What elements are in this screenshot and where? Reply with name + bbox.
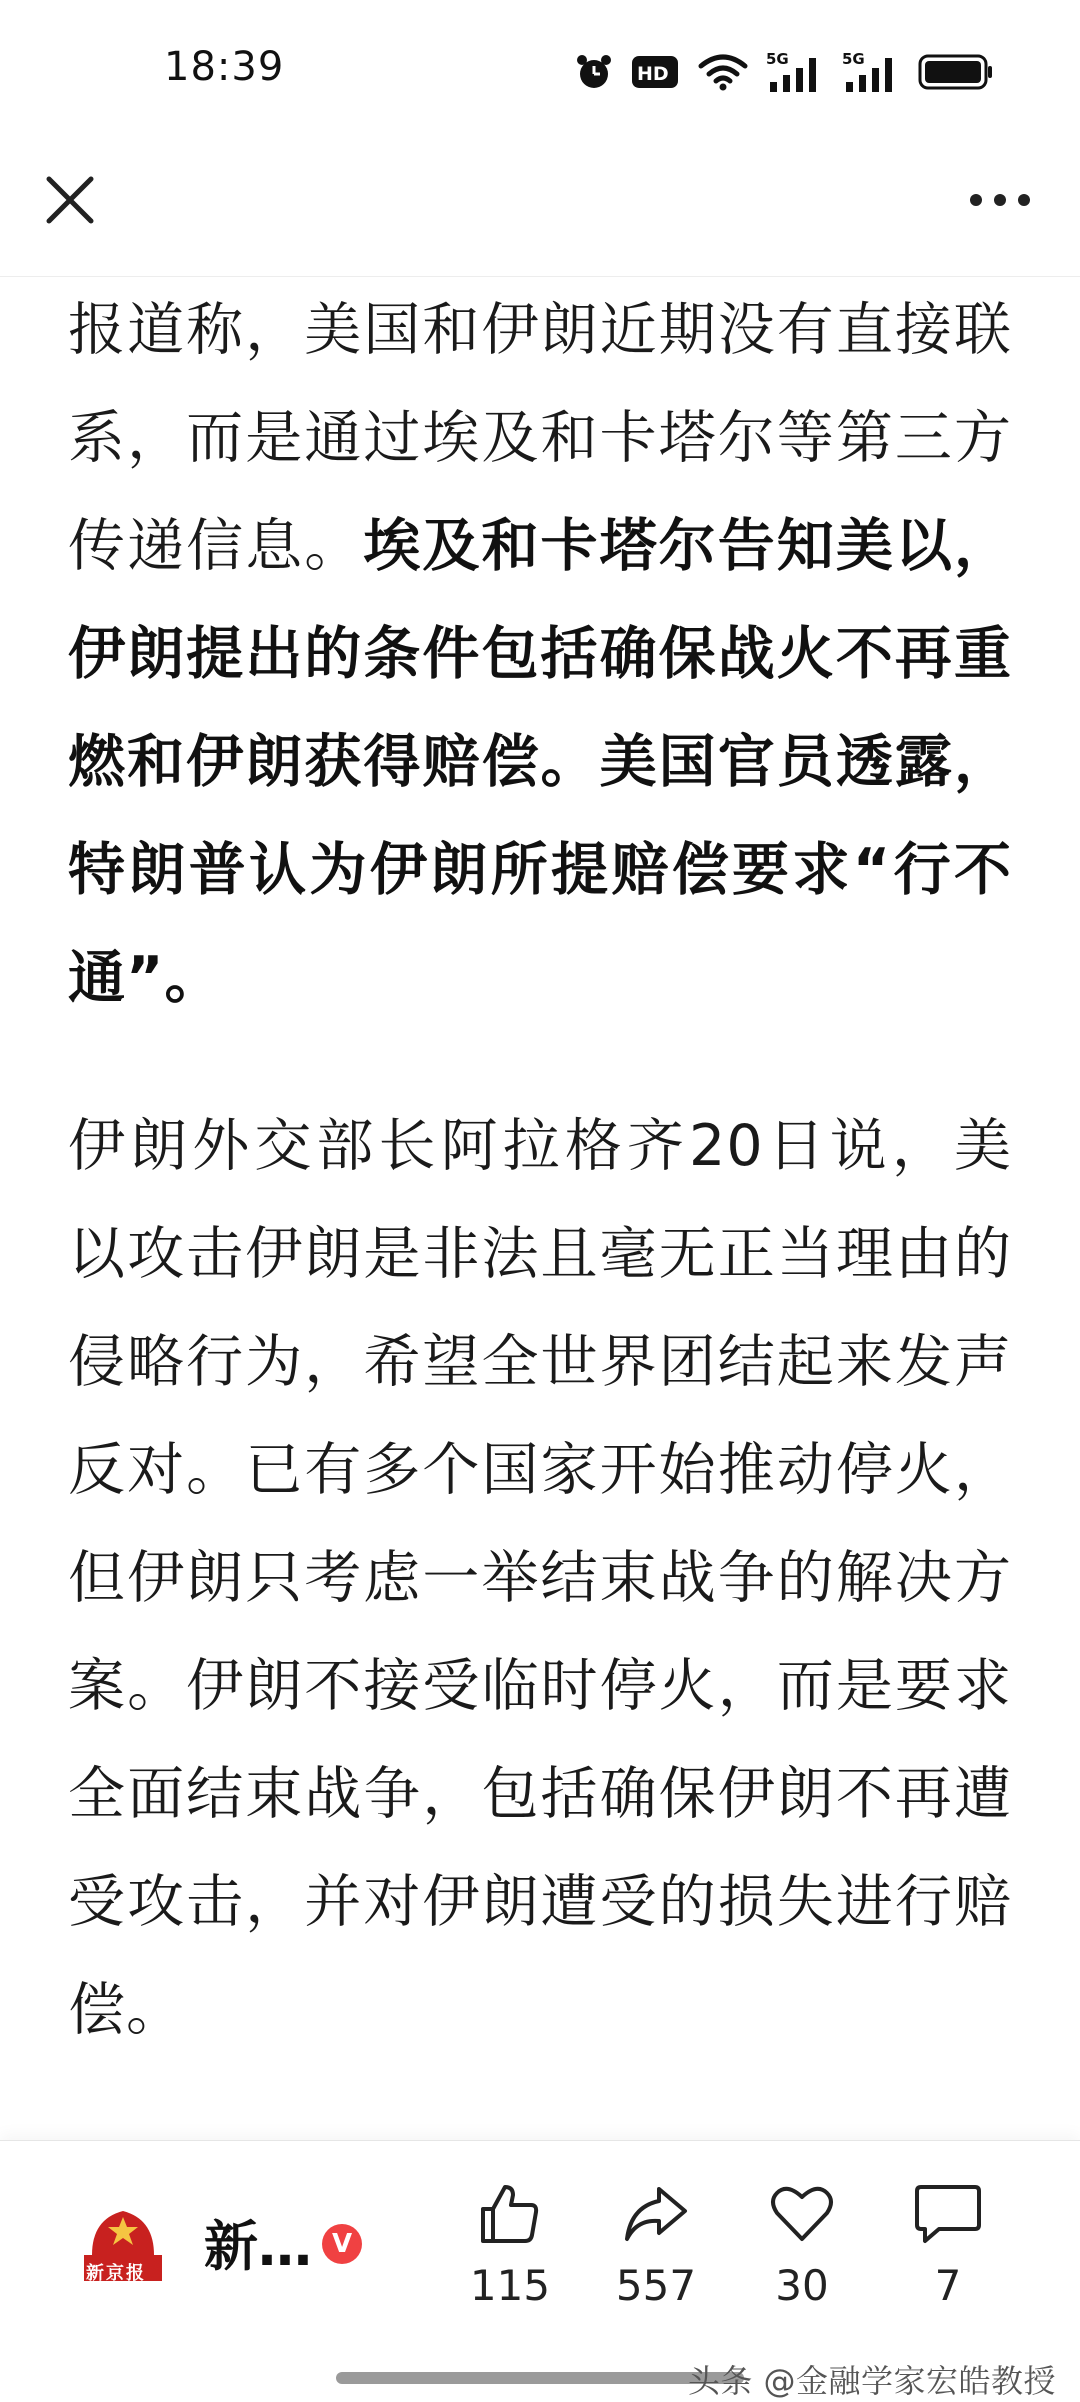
share-count: 557 — [615, 2261, 697, 2310]
logo-text: 新京报 — [86, 2263, 146, 2284]
share-icon — [623, 2181, 689, 2247]
watermark: 头条 @金融学家宏皓教授 — [687, 2362, 1056, 2400]
more-icon — [968, 192, 1032, 208]
source-logo — [78, 2197, 168, 2287]
status-bar — [0, 0, 1080, 140]
signal-5g-icon — [766, 50, 824, 94]
status-time: 18:39 — [164, 44, 285, 90]
source-account[interactable] — [78, 2197, 362, 2287]
close-button[interactable] — [38, 168, 102, 232]
svg-text:HD: HD — [637, 63, 669, 85]
comment-icon — [913, 2181, 983, 2247]
close-icon — [43, 173, 97, 227]
status-icons — [574, 50, 994, 94]
hd-icon — [632, 52, 680, 92]
favorite-count: 30 — [775, 2261, 829, 2310]
share-button[interactable] — [596, 2181, 716, 2310]
more-button[interactable] — [960, 168, 1040, 232]
svg-text:5G: 5G — [842, 50, 865, 68]
article-body — [68, 276, 1012, 2140]
comment-button[interactable] — [888, 2181, 1008, 2310]
bottom-action-bar — [0, 2140, 1080, 2351]
wifi-icon — [698, 52, 748, 92]
comment-count: 7 — [934, 2261, 962, 2310]
article-paragraph-1 — [68, 276, 1012, 1032]
source-name: 新… — [204, 2214, 312, 2278]
alarm-icon — [574, 52, 614, 92]
verified-badge: V — [322, 2224, 362, 2264]
like-count: 115 — [469, 2261, 551, 2310]
heart-icon — [769, 2181, 835, 2247]
paragraph-1-text: 报道称，美国和伊朗近期没有直接联系，而是通过埃及和卡塔尔等第三方传递信息。 — [68, 297, 1012, 579]
thumbs-up-icon — [477, 2181, 543, 2247]
favorite-button[interactable] — [742, 2181, 862, 2310]
svg-text:5G: 5G — [766, 50, 789, 68]
article-paragraph-2: 伊朗外交部长阿拉格齐20日说，美以攻击伊朗是非法且毫无正当理由的侵略行为，希望全世界团结起来发声反对。已有多个国家开始推动停火，但伊朗只考虑一举结束战争的解决方案。伊朗不接受临时停火，而是要求全面结束战争，包括确保伊朗不再遭受攻击，并对伊朗遭受的损失进行赔偿。 — [68, 1113, 1012, 2043]
like-button[interactable] — [450, 2181, 570, 2310]
battery-icon — [918, 54, 994, 90]
signal-5g-icon-2 — [842, 50, 900, 94]
top-nav-bar — [0, 140, 1080, 277]
paragraph-1-bold-text: 埃及和卡塔尔告知美以，伊朗提出的条件包括确保战火不再重燃和伊朗获得赔偿。美国官员透露，特朗普认为伊朗所提赔偿要求“行不通”。 — [68, 513, 1012, 1011]
home-indicator[interactable] — [336, 2372, 744, 2384]
